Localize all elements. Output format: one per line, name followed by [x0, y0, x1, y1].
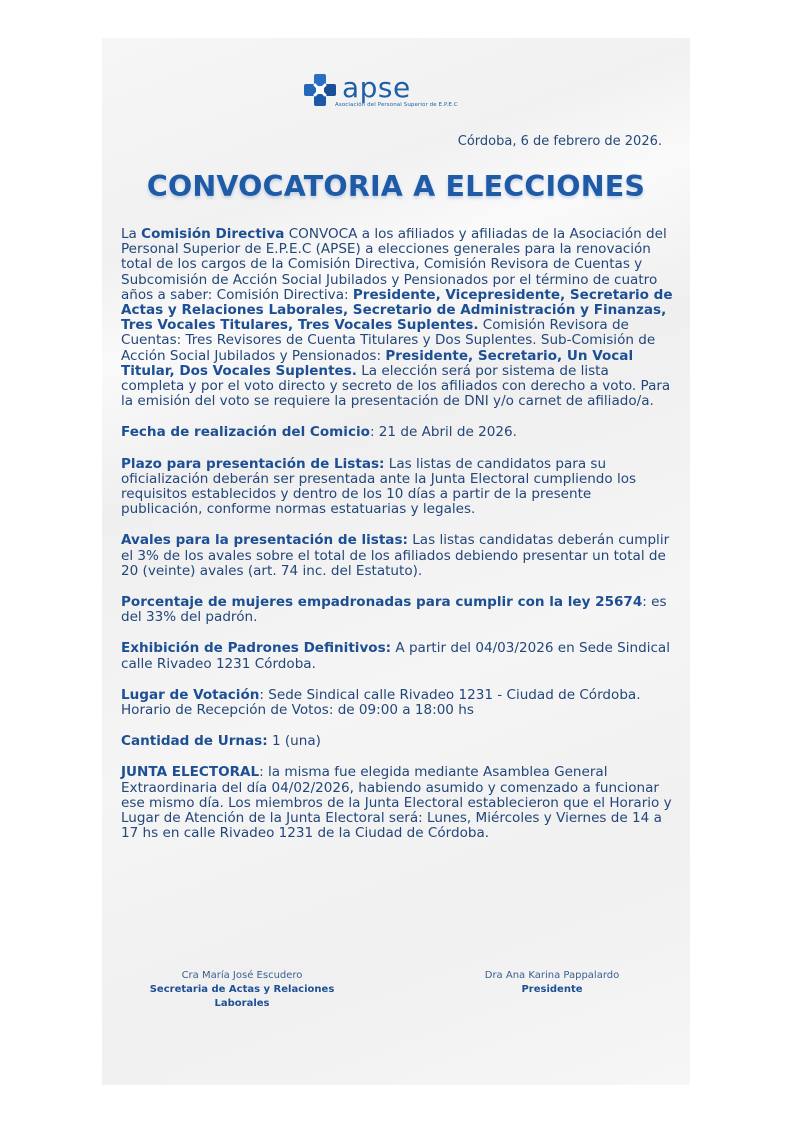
section-porcentaje-mujeres: Porcentaje de mujeres empadronadas para cumplir con la ley 25674: es del 33% del padrón. [121, 594, 667, 626]
signature-name: Cra María José Escudero [181, 970, 303, 981]
signature-name: Dra Ana Karina Pappalardo [484, 970, 620, 981]
logo-subtitle: Asociación del Personal Superior de E.P.E.C [335, 102, 458, 108]
svg-text:apse: apse [342, 71, 411, 104]
signature-role: Presidente [521, 984, 583, 995]
signature-presidente [462, 969, 642, 997]
document-title: CONVOCATORIA A ELECCIONES [146, 170, 646, 203]
document-body [121, 227, 676, 858]
document-date: Córdoba, 6 de febrero de 2026. [457, 134, 662, 149]
section-plazo-listas: Plazo para presentación de Listas: Las listas de candidatos para su oficialización deberán ser presentada ante la Junta Electoral cumpliendo los requisitos establecidos y dentro de los 10 días a partir de la presente publicación, conforme normas estatuarias y legales. [121, 455, 637, 518]
section-padrones: Exhibición de Padrones Definitivos: A partir del 04/03/2026 en Sede Sindical calle Rivadeo 1231 Córdoba. [121, 640, 670, 672]
intro-paragraph: La Comisión Directiva CONVOCA a los afiliados y afiliadas de la Asociación del Personal Superior de E.P.E.C (APSE) a elecciones generales para la renovación total de los cargos de la Comisión Directiva, Comisión Revisora de Cuentas y Subcomisión de Acción Social Jubilados y Pensionados por el término de cuatro años a saber: Comisión Directiva: Presidente, Vicepresidente, Secretario de Actas y Relaciones Laborales, Secretario de Administración y Finanzas, Tres Vocales Titulares, Tres Vocales Suplentes. Comisión Revisora de Cuentas: Tres Revisores de Cuenta Titulares y Dos Suplentes. Sub-Comisión de Acción Social Jubilados y Pensionados: Presidente, Secretario, Un Vocal Titular, Dos Vocales Suplentes. La elección será por sistema de lista completa y por el voto directo y secreto de los afiliados con derecho a voto. Para la emisión del voto se requiere la presentación de DNI y/o carnet de afiliado/a. [121, 226, 673, 410]
signature-secretaria [142, 969, 342, 1011]
section-avales: Avales para la presentación de listas: Las listas candidatas deberán cumplir el 3% de los avales sobre el total de los afiliados debiendo presentar un total de 20 (veinte) avales (art. 74 inc. del Estatuto). [121, 532, 670, 579]
section-junta-electoral: JUNTA ELECTORAL: la misma fue elegida mediante Asamblea General Extraordinaria del día 04/02/2026, habiendo asumido y comenzado a funcionar ese mismo día. Los miembros de la Junta Electoral establecieron que el Horario y Lugar de Atención de la Junta Electoral será: Lunes, Miércoles y Viernes de 14 a 17 hs en calle Rivadeo 1231 de la Ciudad de Córdoba. [121, 764, 672, 842]
section-lugar-votacion: Lugar de Votación: Sede Sindical calle Rivadeo 1231 - Ciudad de Córdoba. Horario de Recepción de Votos: de 09:00 a 18:00 hs [121, 686, 641, 719]
section-fecha-comicio: Fecha de realización del Comicio: 21 de Abril de 2026. [121, 424, 517, 441]
document-page [102, 38, 690, 1085]
signature-role: Secretaria de Actas y Relaciones Laborales [149, 984, 335, 1009]
section-urnas: Cantidad de Urnas: 1 (una) [121, 733, 321, 750]
